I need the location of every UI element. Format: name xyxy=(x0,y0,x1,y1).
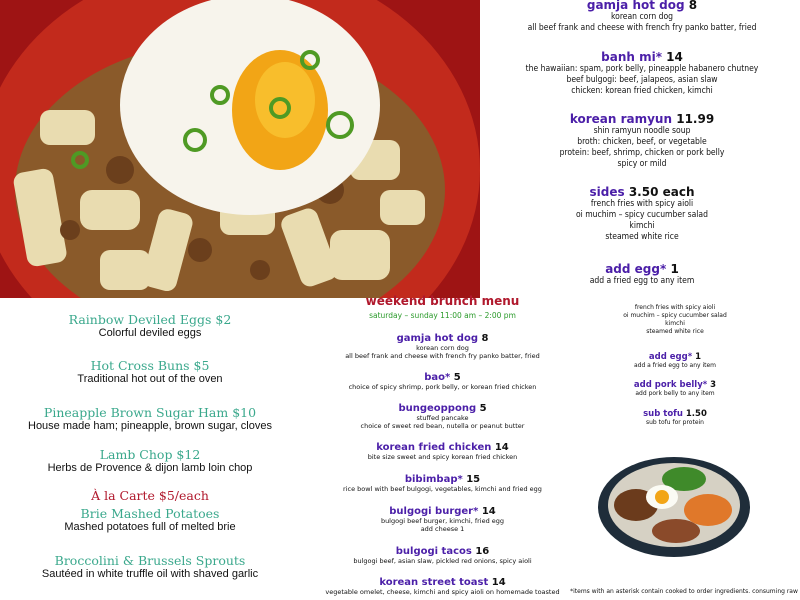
item-desc: bulgogi beef, asian slaw, pickled red onions, spicy aioli xyxy=(353,557,532,565)
small-sides xyxy=(600,304,750,336)
item-name: add pork belly* xyxy=(633,380,708,390)
item-desc: protein: beef, shrimp, chicken or pork belly xyxy=(559,148,725,158)
item-name: bao* xyxy=(424,372,451,383)
footnote: *items with an asterisk contain cooked to order ingredients. consuming raw xyxy=(570,588,798,595)
item-name: banh mi* xyxy=(601,50,662,64)
item-desc: add pork belly to any item xyxy=(635,390,715,397)
item-name: gamja hot dog xyxy=(586,0,685,12)
brunch-item-5 xyxy=(290,474,595,493)
item-name: add egg* xyxy=(648,352,693,362)
item-desc: spicy or mild xyxy=(617,159,667,169)
item-desc: broth: chicken, beef, or vegetable xyxy=(577,137,707,147)
item-name: Brie Mashed Potatoes xyxy=(80,506,220,521)
item-price: 1.50 xyxy=(685,409,707,419)
item-name: bulgogi tacos xyxy=(395,546,472,557)
item-price: 14 xyxy=(494,442,509,453)
item-desc: all beef frank and cheese with french fry panko batter, fried xyxy=(527,23,757,33)
item-desc: the hawaiian: spam, pork belly, pineapple habanero chutney xyxy=(525,64,759,74)
item-name: sub tofu xyxy=(643,409,683,419)
item-desc: oi muchim – spicy cucumber salad xyxy=(576,210,708,220)
item-name: add egg* xyxy=(605,262,667,276)
item-desc: add a fried egg to any item xyxy=(589,276,695,286)
easter-item-2 xyxy=(0,358,300,385)
item-desc: sub tofu for protein xyxy=(646,419,704,426)
bibimbap-photo xyxy=(596,455,752,559)
item-desc: add a fried egg to any item xyxy=(633,362,717,369)
brunch-item-3 xyxy=(290,403,595,430)
item-desc: Sautéed in white truffle oil with shaved garlic xyxy=(41,568,259,580)
item-desc: House made ham; pineapple, brown sugar, cloves xyxy=(28,420,272,432)
item-name: korean ramyun xyxy=(569,112,673,126)
item-desc: kimchi xyxy=(629,221,655,231)
item-desc: korean corn dog xyxy=(416,344,469,352)
brunch-item-1 xyxy=(290,333,595,360)
item-desc: choice of spicy shrimp, pork belly, or korean fried chicken xyxy=(348,383,537,391)
item-desc: shin ramyun noodle soup xyxy=(593,126,691,136)
item-price: 1 xyxy=(695,352,702,362)
item-price: 8 xyxy=(481,333,489,344)
brunch-item-8 xyxy=(290,577,595,596)
top-menu-item-3 xyxy=(484,112,800,170)
item-desc: Mashed potatoes full of melted brie xyxy=(64,521,236,533)
easter-item-5 xyxy=(0,506,300,533)
brunch-item-4 xyxy=(290,442,595,461)
item-price: 11.99 xyxy=(676,112,715,126)
top-menu-item-2 xyxy=(484,50,800,97)
side-line: french fries with spicy aioli xyxy=(634,304,716,311)
item-desc: vegetable omelet, cheese, kimchi and spicy aioli on homemade toasted xyxy=(325,588,560,596)
top-menu-item-4 xyxy=(484,185,800,243)
item-price: 3.50 each xyxy=(628,185,695,199)
brunch-item-7 xyxy=(290,546,595,565)
side-line: steamed white rice xyxy=(646,328,704,335)
brunch-title: weekend brunch menu xyxy=(365,294,520,308)
brunch-item-6 xyxy=(290,506,595,533)
item-name: korean street toast xyxy=(379,577,489,588)
item-price: 8 xyxy=(688,0,698,12)
item-price: 16 xyxy=(475,546,490,557)
item-name: Rainbow Deviled Eggs $2 xyxy=(68,312,232,327)
small-item-3 xyxy=(600,409,750,427)
item-desc: french fries with spicy aioli xyxy=(590,199,694,209)
brunch-item-2 xyxy=(290,372,595,391)
brunch-hours: saturday – sunday 11:00 am – 2:00 pm xyxy=(369,311,516,320)
poutine-photo xyxy=(0,0,480,298)
small-item-1 xyxy=(600,352,750,370)
item-name: Hot Cross Buns $5 xyxy=(90,358,210,373)
item-desc: bite size sweet and spicy korean fried chicken xyxy=(367,453,518,461)
item-desc: add cheese 1 xyxy=(420,525,465,533)
item-name: Lamb Chop $12 xyxy=(99,447,201,462)
item-desc: all beef frank and cheese with french fry panko batter, fried xyxy=(345,352,540,360)
item-name: sides xyxy=(589,185,625,199)
item-price: 5 xyxy=(479,403,487,414)
easter-item-3 xyxy=(0,405,300,432)
item-desc: beef bulgogi: beef, jalapeos, asian slaw xyxy=(566,75,718,85)
item-desc: choice of sweet red bean, nutella or peanut butter xyxy=(360,422,525,430)
side-line: oi muchim – spicy cucumber salad xyxy=(623,312,727,319)
item-price: 5 xyxy=(453,372,461,383)
easter-item-4 xyxy=(0,447,300,474)
item-price: 14 xyxy=(666,50,683,64)
item-desc: bulgogi beef burger, kimchi, fried egg xyxy=(380,517,505,525)
item-name: gamja hot dog xyxy=(396,333,478,344)
item-name: bulgogi burger* xyxy=(389,506,479,517)
small-item-2 xyxy=(600,380,750,398)
item-price: 14 xyxy=(481,506,496,517)
easter-item-1 xyxy=(0,312,300,339)
item-desc: Herbs de Provence & dijon lamb loin chop xyxy=(47,462,253,474)
item-price: 3 xyxy=(710,380,717,390)
item-name: korean fried chicken xyxy=(376,442,492,453)
item-desc: chicken: korean fried chicken, kimchi xyxy=(571,86,713,96)
side-line: kimchi xyxy=(665,320,685,327)
item-desc: stuffed pancake xyxy=(416,414,469,422)
item-desc: korean corn dog xyxy=(611,12,673,22)
item-price: 15 xyxy=(466,474,481,485)
item-desc: steamed white rice xyxy=(605,232,679,242)
item-desc: Colorful deviled eggs xyxy=(98,327,202,339)
top-menu-item-5 xyxy=(484,262,800,287)
item-price: 14 xyxy=(491,577,506,588)
item-name: Broccolini & Brussels Sprouts xyxy=(54,553,246,568)
top-menu-item-1 xyxy=(484,0,800,34)
item-name: bungeoppong xyxy=(398,403,477,414)
a-la-carte-heading: À la Carte $5/each xyxy=(91,488,209,503)
item-desc: rice bowl with beef bulgogi, vegetables, kimchi and fried egg xyxy=(343,485,542,493)
easter-item-6 xyxy=(0,553,300,580)
item-price: 1 xyxy=(670,262,679,276)
item-desc: Traditional hot out of the oven xyxy=(77,373,223,385)
item-name: bibimbap* xyxy=(404,474,463,485)
item-name: Pineapple Brown Sugar Ham $10 xyxy=(43,405,257,420)
